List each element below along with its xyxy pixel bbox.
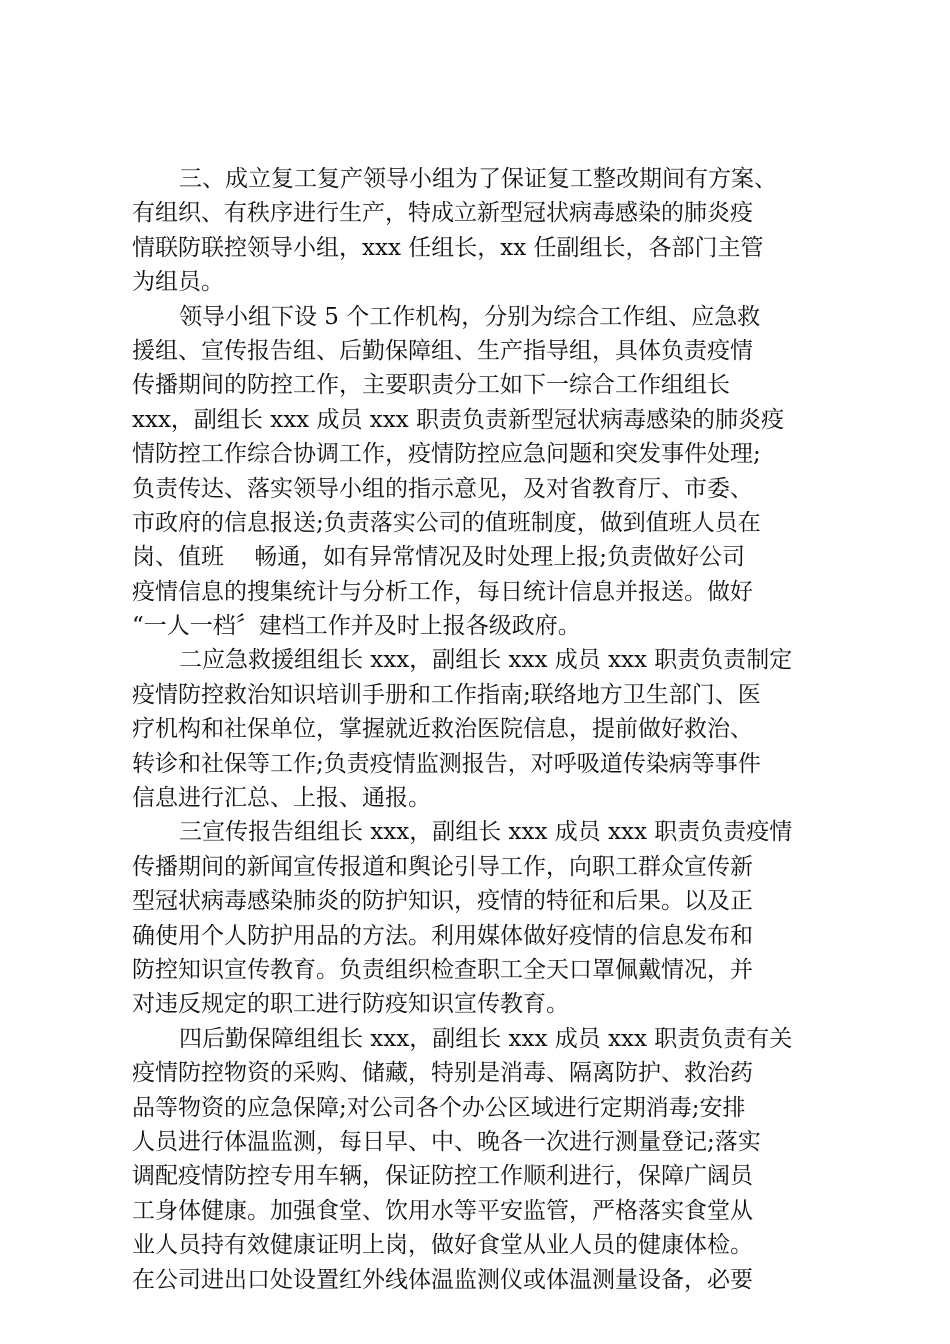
paragraph-2-line-3: 传播期间的防控工作，主要职责分工如下一综合工作组组长 — [132, 372, 730, 399]
paragraph-4-line-2: 传播期间的新闻宣传报道和舆论引导工作，向职工群众宣传新 — [132, 853, 753, 880]
paragraph-2-line-8: 岗、值班 畅通，如有异常情况及时处理上报;负责做好公司 — [132, 544, 746, 571]
paragraph-5-line-6: 工身体健康。加强食堂、饮用水等平安监管，严格落实食堂从 — [132, 1197, 753, 1224]
paragraph-4-line-6: 对违反规定的职工进行防疫知识宣传教育。 — [132, 991, 569, 1018]
paragraph-4-line-5: 防控知识宣传教育。负责组织检查职工全天口罩佩戴情况，并 — [132, 956, 753, 983]
paragraph-4-line-1: 三宣传报告组组长 xxx，副组长 xxx 成员 xxx 职责负责疫情 — [179, 819, 793, 846]
paragraph-5-line-1: 四后勤保障组组长 xxx，副组长 xxx 成员 xxx 职责负责有关 — [179, 1025, 793, 1052]
document-body — [132, 162, 832, 1297]
paragraph-2-line-2: 援组、宣传报告组、后勤保障组、生产指导组，具体负责疫情 — [132, 337, 753, 364]
paragraph-5-line-3: 品等物资的应急保障;对公司各个办公区域进行定期消毒;安排 — [132, 1094, 746, 1121]
paragraph-2-line-1: 领导小组下设 5 个工作机构，分别为综合工作组、应急救 — [179, 303, 761, 330]
paragraph-2-line-5: 情防控工作综合协调工作，疫情防控应急问题和突发事件处理; — [132, 441, 761, 468]
paragraph-5-line-2: 疫情防控物资的采购、储藏，特别是消毒、隔离防护、救治药 — [132, 1060, 753, 1087]
paragraph-2-line-9: 疫情信息的搜集统计与分析工作，每日统计信息并报送。做好 — [132, 578, 753, 605]
paragraph-1-line-3: 情联防联控领导小组，xxx 任组长，xx 任副组长，各部门主管 — [132, 234, 764, 261]
paragraph-5-line-5: 调配疫情防控专用车辆，保证防控工作顺利进行，保障广阔员 — [132, 1163, 753, 1190]
paragraph-1-line-1: 三、成立复工复产领导小组为了保证复工整改期间有方案、 — [179, 166, 777, 192]
paragraph-3-line-3: 疗机构和社保单位，掌握就近救治医院信息，提前做好救治、 — [132, 716, 753, 743]
paragraph-4-line-3: 型冠状病毒感染肺炎的防护知识，疫情的特征和后果。以及正 — [132, 888, 753, 915]
paragraph-1-line-4: 为组员。 — [132, 269, 224, 296]
paragraph-2-line-6: 负责传达、落实领导小组的指示意见，及对省教育厅、市委、 — [132, 475, 753, 502]
paragraph-3-line-4: 转诊和社保等工作;负责疫情监测报告，对呼吸道传染病等事件 — [132, 750, 761, 777]
paragraph-4-line-4: 确使用个人防护用品的方法。利用媒体做好疫情的信息发布和 — [132, 922, 753, 949]
paragraph-2-line-4: xxx，副组长 xxx 成员 xxx 职责负责新型冠状病毒感染的肺炎疫 — [132, 406, 784, 433]
paragraph-2-line-7: 市政府的信息报送;负责落实公司的值班制度，做到值班人员在 — [132, 509, 761, 536]
paragraph-3-line-1: 二应急救援组组长 xxx，副组长 xxx 成员 xxx 职责负责制定 — [179, 647, 793, 674]
paragraph-5-line-8: 在公司进出口处设置红外线体温监测仪或体温测量设备，必要 — [132, 1266, 753, 1293]
paragraph-2-line-10: “一人一档〞建档工作并及时上报各级政府。 — [132, 613, 581, 640]
paragraph-3-line-5: 信息进行汇总、上报、通报。 — [132, 785, 431, 812]
paragraph-3-line-2: 疫情防控救治知识培训手册和工作指南;联络地方卫生部门、医 — [132, 681, 761, 708]
paragraph-1-line-2: 有组织、有秩序进行生产，特成立新型冠状病毒感染的肺炎疫 — [132, 200, 753, 227]
paragraph-5-line-4: 人员进行体温监测，每日早、中、晚各一次进行测量登记;落实 — [132, 1128, 761, 1155]
paragraph-5-line-7: 业人员持有效健康证明上岗，做好食堂从业人员的健康体检。 — [132, 1232, 753, 1259]
